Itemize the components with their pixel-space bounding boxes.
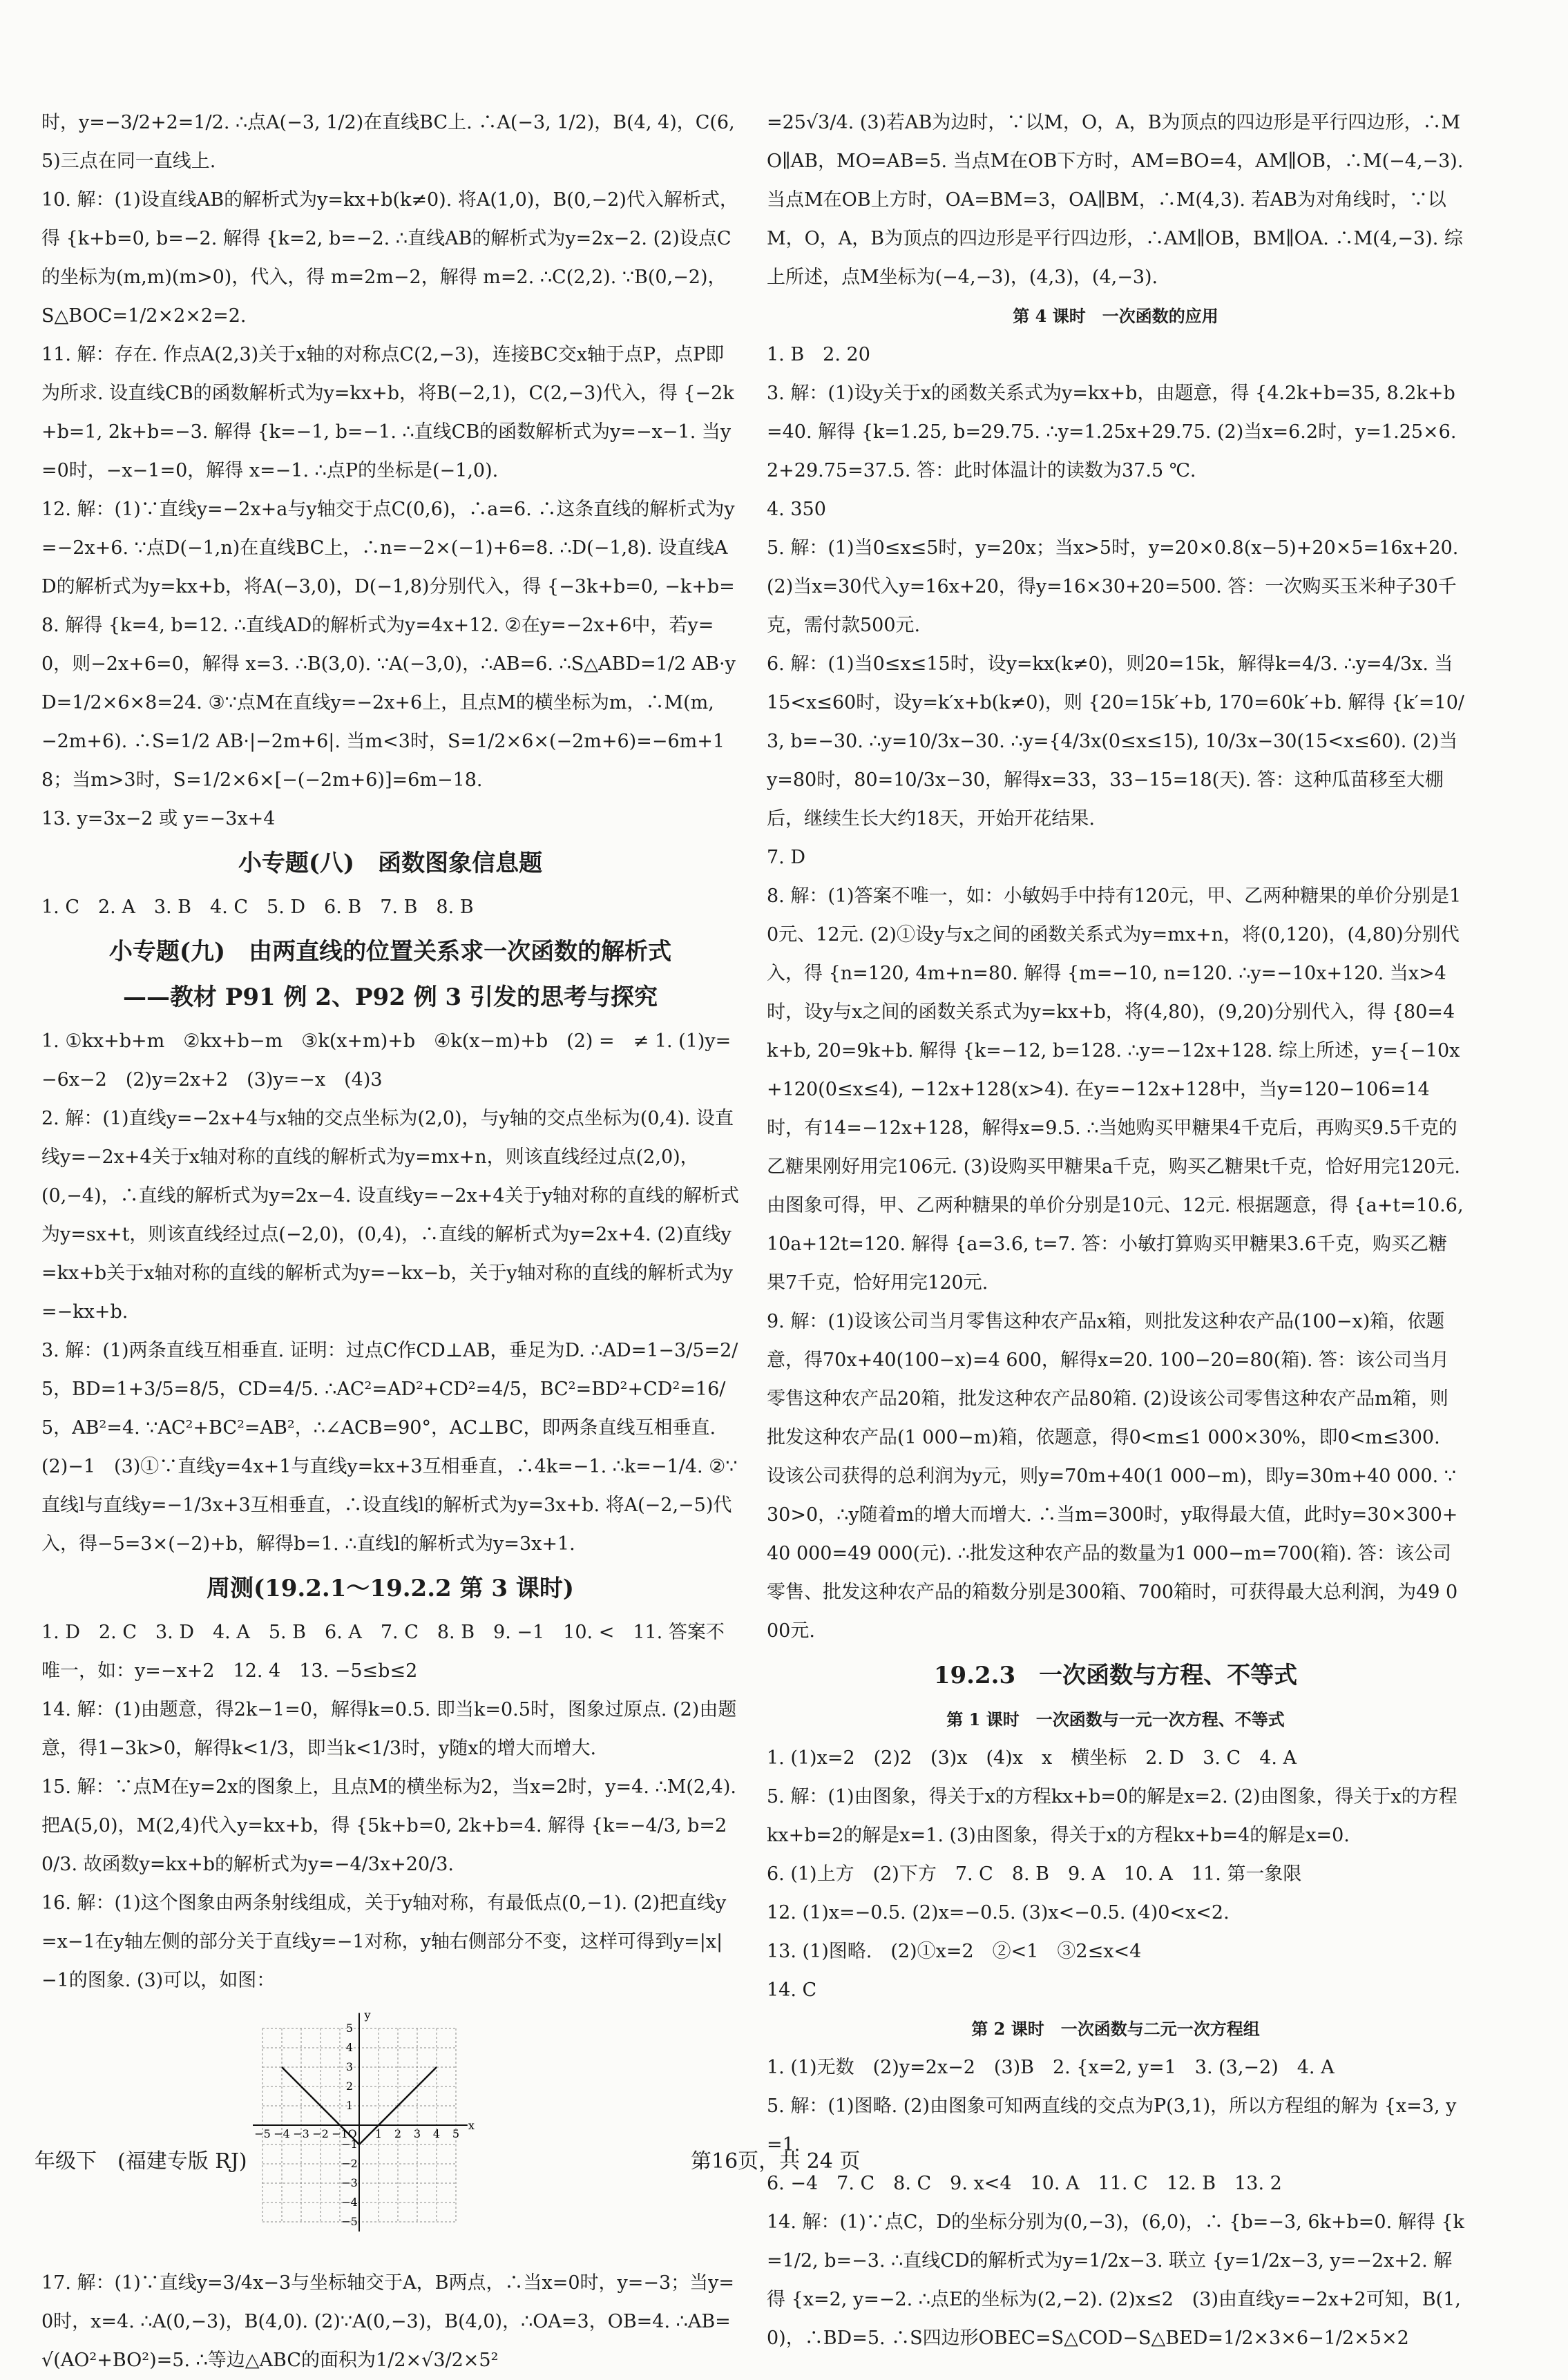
answer-paragraph: 13. y=3x−2 或 y=−3x+4 [41, 808, 276, 829]
left-column [41, 104, 743, 2380]
tick-label-x: −3 [293, 2127, 309, 2140]
answer-paragraph: 13. (1)图略. (2)①x=2 ②<1 ③2≤x<4 [767, 1941, 1142, 1962]
page-footer [0, 2148, 1568, 2176]
answer-paragraph: 5. 解：(1)由图象，得关于x的方程kx+b=0的解是x=2. (2)由图象，得关于x的方程kx+b=2的解是x=1. (3)由图象，得关于x的方程kx+b=4的解是x=0. [767, 1786, 1457, 1846]
answer-paragraph: 6. (1)上方 (2)下方 7. C 8. B 9. A 10. A 11. 第一象限 [767, 1863, 1302, 1885]
answer-paragraph: 15. 解：∵点M在y=2x的图象上，且点M的横坐标为2，当x=2时，y=4. ∴M(2,4). 把A(5,0)，M(2,4)代入y=kx+b，得 {5k+b=0, 2k+b=4. 解得 {k=−4/3, b=20/3. 故函数y=kx+b的解析式为y=−4/3x+20/3. [41, 1776, 743, 1875]
answer-paragraph: 1. (1)x=2 (2)2 (3)x (4)x x 横坐标 2. D 3. C 4. A [767, 1747, 1297, 1769]
answer-paragraph: 12. (1)x=−0.5. (2)x=−0.5. (3)x<−0.5. (4)0<x<2. [767, 1902, 1230, 1923]
answer-paragraph: 9. 解：(1)设该公司当月零售这种农产品x箱，则批发这种农产品(100−x)箱，依题意，得70x+40(100−x)=4 600，解得x=20. 100−20=80(箱). 答：该公司当月零售这种农产品20箱，批发这种农产品80箱. (2)设该公司零售这种农产品m箱，则批发这种农产品(1 000−m)箱，依题意，得0<m≤1 000×30%，即0<m≤300. 设该公司获得的总利润为y元，则y=70m+40(1 000−m)，即y=30m+40 000. ∵30>0，∴y随着m的增大而增大. ∴当m=300时，y取得最大值，此时y=30×300+40 000=49 000(元). ∴批发这种农产品的数量为1 000−m=700(箱). 答：该公司零售、批发这种农产品的箱数分别是300箱、700箱时，可获得最大总利润，为49 000元. [767, 1311, 1458, 1642]
tick-label-y: −4 [341, 2196, 358, 2209]
section-heading: 第 4 课时 一次函数的应用 [1013, 306, 1218, 326]
tick-label-y: −1 [341, 2138, 358, 2151]
answer-paragraph: 1. D 2. C 3. D 4. A 5. B 6. A 7. C 8. B 9. −1 10. < 11. 答案不唯一，如：y=−x+2 12. 4 13. −5≤b≤2 [41, 1622, 725, 1682]
footer-grade: 年级下 (福建专版 RJ) [35, 2149, 247, 2173]
answer-paragraph: =25√3/4. (3)若AB为边时，∵以M，O，A，B为顶点的四边形是平行四边形，∴MO∥AB，MO=AB=5. 当点M在OB下方时，AM=BO=4，AM∥OB，∴M(−4,−3). 当点M在OB上方时，OA=BM=3，OA∥BM，∴M(4,3). 若AB为对角线时，∵以M，O，A，B为顶点的四边形是平行四边形，∴AM∥OB，BM∥OA. ∴M(4,−3). 综上所述，点M坐标为(−4,−3)，(4,3)，(4,−3). [767, 112, 1469, 288]
answer-paragraph: 6. 解：(1)当0≤x≤15时，设y=kx(k≠0)，则20=15k，解得k=4/3. ∴y=4/3x. 当15<x≤60时，设y=k′x+b(k≠0)，则 {20=15k′+b, 170=60k′+b. 解得 {k′=10/3, b=−30. ∴y=10/3x−30. ∴y={4/3x(0≤x≤15), 10/3x−30(15<x≤60). (2)当y=80时，80=10/3x−30，解得x=33，33−15=18(天). 答：这种瓜苗移至大棚后，继续生长大约18天，开始开花结果. [767, 653, 1464, 829]
tick-label-x: O [347, 2127, 357, 2140]
axis-label-y: y [364, 2008, 371, 2022]
answer-paragraph: 1. ①kx+b+m ②kx+b−m ③k(x+m)+b ④k(x−m)+b (2) = ≠ 1. (1)y=−6x−2 (2)y=2x+2 (3)y=−x (4)3 [41, 1030, 732, 1091]
tick-label-x: 2 [394, 2127, 402, 2140]
tick-label-y: 3 [345, 2060, 354, 2073]
section-heading: 小专题(八) 函数图象信息题 [238, 850, 543, 877]
tick-label-y: −5 [341, 2215, 358, 2228]
answer-paragraph: 6. −4 7. C 8. C 9. x<4 10. A 11. C 12. B 13. 2 [767, 2173, 1282, 2194]
tick-label-y: 5 [345, 2022, 354, 2035]
answer-paragraph: 12. 解：(1)∵直线y=−2x+a与y轴交于点C(0,6)，∴a=6. ∴这条直线的解析式为y=−2x+6. ∵点D(−1,n)在直线BC上，∴n=−2×(−1)+6=8. ∴D(−1,8). 设直线AD的解析式为y=kx+b，将A(−3,0)，D(−1,8)分别代入，得 {−3k+b=0, −k+b=8. 解得 {k=4, b=12. ∴直线AD的解析式为y=4x+12. ②在y=−2x+6中，若y=0，则−2x+6=0，解得 x=3. ∴B(3,0). ∵A(−3,0)，∴AB=6. ∴S△ABD=1/2 AB·yD=1/2×6×8=24. ③∵点M在直线y=−2x+6上，且点M的横坐标为m，∴M(m,−2m+6). ∴S=1/2 AB·|−2m+6|. 当m<3时，S=1/2×6×(−2m+6)=−6m+18；当m>3时，S=1/2×6×[−(−2m+6)]=6m−18. [41, 499, 736, 791]
answer-paragraph: 1. C 2. A 3. B 4. C 5. D 6. B 7. B 8. B [41, 896, 474, 918]
answer-paragraph: 4. 350 [767, 499, 826, 520]
answer-paragraph: 8. 解：(1)答案不唯一，如：小敏妈手中持有120元，甲、乙两种糖果的单价分别是10元、12元. (2)①设y与x之间的函数关系式为y=mx+n，将(0,120)，(4,80)分别代入，得 {n=120, 4m+n=80. 解得 {m=−10, n=120. ∴y=−10x+120. 当x>4时，设y与x之间的函数关系式为y=kx+b，将(4,80)，(9,20)分别代入，得 {80=4k+b, 20=9k+b. 解得 {k=−12, b=128. ∴y=−12x+128. 综上所述，y={−10x+120(0≤x≤4), −12x+128(x>4). 在y=−12x+128中，当y=120−106=14时，有14=−12x+128，解得x=9.5. ∴当她购买甲糖果4千克后，再购买9.5千克的乙糖果刚好用完106元. (3)设购买甲糖果a千克，购买乙糖果t千克，恰好用完120元. 由图象可得，甲、乙两种糖果的单价分别是10元、12元. 根据题意，得 {a+t=10.6, 10a+12t=120. 解得 {a=3.6, t=7. 答：小敏打算购买甲糖果3.6千克，购买乙糖果7千克，恰好用完120元. [767, 885, 1470, 1294]
answer-paragraph: 2. 解：(1)直线y=−2x+4与x轴的交点坐标为(2,0)，与y轴的交点坐标为(0,4). 设直线y=−2x+4关于x轴对称的直线的解析式为y=mx+n，则该直线经过点(2,0)，(0,−4)，∴直线的解析式为y=2x−4. 设直线y=−2x+4关于y轴对称的直线的解析式为y=sx+t，则该直线经过点(−2,0)，(0,4)，∴直线的解析式为y=2x+4. (2)直线y=kx+b关于x轴对称的直线的解析式为y=−kx−b，关于y轴对称的直线的解析式为y=−kx+b. [41, 1108, 739, 1323]
tick-label-x: 5 [452, 2127, 460, 2140]
answer-paragraph: 7. D [767, 847, 805, 868]
answer-paragraph: 3. 解：(1)设y关于x的函数关系式为y=kx+b，由题意，得 {4.2k+b=35, 8.2k+b=40. 解得 {k=1.25, b=29.75. ∴y=1.25x+29.75. (2)当x=6.2时，y=1.25×6.2+29.75=37.5. 答：此时体温计的读数为37.5 ℃. [767, 383, 1457, 481]
graph-y-abs-x-minus-1 [249, 2004, 477, 2260]
tick-label-x: −1 [332, 2127, 348, 2140]
section-heading: ——教材 P91 例 2、P92 例 3 引发的思考与探究 [122, 983, 658, 1011]
tick-label-y: −3 [341, 2176, 358, 2189]
answer-paragraph: 11. 解：存在. 作点A(2,3)关于x轴的对称点C(2,−3)，连接BC交x轴于点P，点P即为所求. 设直线CB的函数解析式为y=kx+b，将B(−2,1)，C(2,−3)代入，得 {−2k+b=1, 2k+b=−3. 解得 {k=−1, b=−1. ∴直线CB的函数解析式为y=−x−1. 当y=0时，−x−1=0，解得 x=−1. ∴点P的坐标是(−1,0). [41, 344, 734, 481]
section-heading: 19.2.3 一次函数与方程、不等式 [933, 1662, 1298, 1689]
answer-paragraph: 14. C [767, 1979, 817, 2001]
answer-paragraph: 1. (1)无数 (2)y=2x−2 (3)B 2. {x=2, y=1 3. (3,−2) 4. A [767, 2057, 1335, 2078]
tick-label-x: 3 [413, 2127, 421, 2140]
tick-label-y: 2 [345, 2080, 354, 2093]
axis-label-x: x [468, 2119, 475, 2132]
answer-paragraph: 14. 解：(1)∵点C，D的坐标分别为(0,−3)，(6,0)，∴ {b=−3, 6k+b=0. 解得 {k=1/2, b=−3. ∴直线CD的解析式为y=1/2x−3. 联立 {y=1/2x−3, y=−2x+2. 解得 {x=2, y=−2. ∴点E的坐标为(2,−2). (2)x≤2 (3)由直线y=−2x+2可知，B(1,0)，∴BD=5. ∴S四边形OBEC=S△COD−S△BED=1/2×3×6−1/2×5×2 [767, 2211, 1464, 2349]
answer-paragraph: 1. B 2. 20 [767, 344, 870, 365]
answer-paragraph: 14. 解：(1)由题意，得2k−1=0，解得k=0.5. 即当k=0.5时，图象过原点. (2)由题意，得1−3k>0，解得k<1/3，即当k<1/3时，y随x的增大而增大. [41, 1699, 737, 1759]
section-heading: 周测(19.2.1～19.2.2 第 3 课时) [207, 1575, 574, 1602]
footer-page-number: 第16页，共 24 页 [691, 2149, 861, 2173]
right-column [767, 104, 1470, 2358]
tick-label-x: 4 [432, 2127, 441, 2140]
section-heading: 第 1 课时 一次函数与一元一次方程、不等式 [946, 1709, 1285, 1729]
answer-paragraph: 时，y=−3/2+2=1/2. ∴点A(−3, 1/2)在直线BC上. ∴A(−3, 1/2)，B(4, 4)，C(6,5)三点在同一直线上. [41, 112, 735, 172]
section-heading: 第 2 课时 一次函数与二元一次方程组 [971, 2019, 1260, 2039]
tick-label-x: −4 [274, 2127, 290, 2140]
answer-paragraph: 3. 解：(1)两条直线互相垂直. 证明：过点C作CD⊥AB，垂足为D. ∴AD=1−3/5=2/5，BD=1+3/5=8/5，CD=4/5. ∴AC²=AD²+CD²=4/5，BC²=BD²+CD²=16/5，AB²=4. ∵AC²+BC²=AB²，∴∠ACB=90°，AC⊥BC，即两条直线互相垂直. (2)−1 (3)①∵直线y=4x+1与直线y=kx+3互相垂直，∴4k=−1. ∴k=−1/4. ②∵直线l与直线y=−1/3x+3互相垂直，∴设直线l的解析式为y=3x+b. 将A(−2,−5)代入，得−5=3×(−2)+b，解得b=1. ∴直线l的解析式为y=3x+1. [41, 1340, 738, 1555]
tick-label-y: −2 [341, 2157, 358, 2170]
answer-paragraph: 17. 解：(1)∵直线y=3/4x−3与坐标轴交于A，B两点，∴当x=0时，y=−3；当y=0时，x=4. ∴A(0,−3)，B(4,0). (2)∵A(0,−3)，B(4,0)，∴OA=3，OB=4. ∴AB=√(AO²+BO²)=5. ∴等边△ABC的面积为1/2×√3/2×5² [41, 2272, 735, 2371]
answer-paragraph: 5. 解：(1)当0≤x≤5时，y=20x；当x>5时，y=20×0.8(x−5)+20×5=16x+20. (2)当x=30代入y=16x+20，得y=16×30+20=500. 答：一次购买玉米种子30千克，需付款500元. [767, 537, 1464, 636]
answer-paragraph: 10. 解：(1)设直线AB的解析式为y=kx+b(k≠0). 将A(1,0)，B(0,−2)代入解析式，得 {k+b=0, b=−2. 解得 {k=2, b=−2. ∴直线AB的解析式为y=2x−2. (2)设点C的坐标为(m,m)(m>0)，代入，得 m=2m−2，解得 m=2. ∴C(2,2). ∵B(0,−2)，S△BOC=1/2×2×2=2. [41, 189, 738, 327]
tick-label-x: 1 [374, 2127, 383, 2140]
tick-label-x: −5 [254, 2127, 271, 2140]
answer-paragraph: 5. 解：(1)图略. (2)由图象可知两直线的交点为P(3,1)，所以方程组的解为 {x=3, y=1. [767, 2095, 1457, 2156]
tick-label-y: 4 [345, 2041, 354, 2054]
tick-label-y: 1 [345, 2099, 354, 2112]
answer-paragraph: 16. 解：(1)这个图象由两条射线组成，关于y轴对称，有最低点(0,−1). (2)把直线y=x−1在y轴左侧的部分关于直线y=−1对称，y轴右侧部分不变，这样可得到y=|x|−1的图象. (3)可以，如图： [41, 1892, 727, 1991]
section-heading: 小专题(九) 由两直线的位置关系求一次函数的解析式 [108, 938, 672, 966]
tick-label-x: −2 [312, 2127, 329, 2140]
